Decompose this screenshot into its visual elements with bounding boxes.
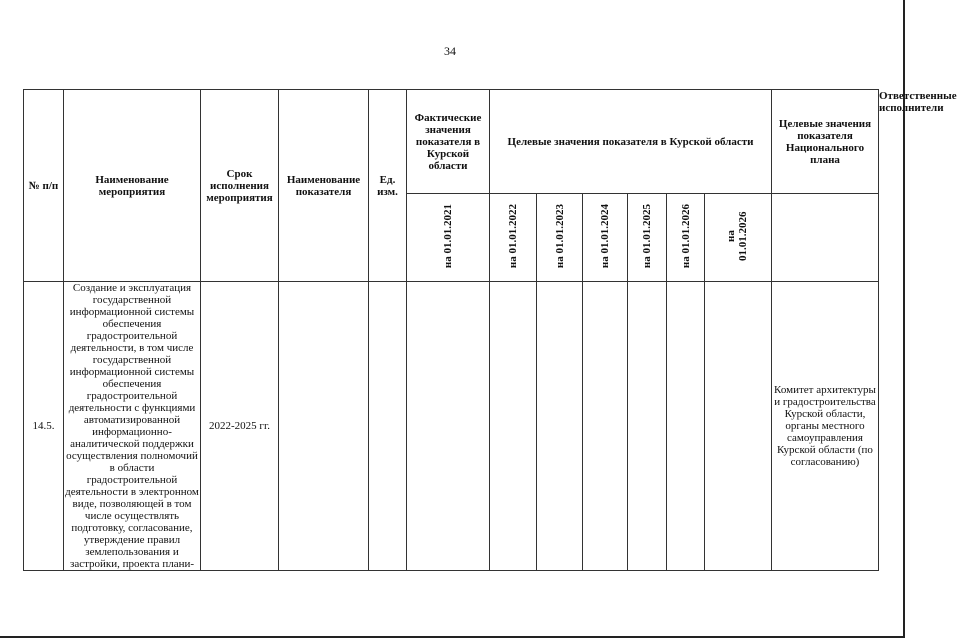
row-target-2022: [490, 282, 537, 571]
row-indicator-name: [279, 282, 369, 571]
header-date-2025: на 01.01.2025: [628, 194, 667, 282]
row-target-2025: [628, 282, 667, 571]
header-date-2026: на 01.01.2026: [667, 194, 705, 282]
row-description: Создание и эксплуатация государственной информационной системы обеспечения градостроительной деятельности, в том числе государственной информационной системы обеспечения градостроительной деятельности с функциями автоматизированной информационно-аналитической поддержки осуществления полномочий в области градостроительной деятельности в электронном виде, позволяющей в том числе осуществлять подготовку, согласование, утверждение правил землепользования и застройки, проекта плани-: [65, 282, 199, 570]
header-date-actual-2021: на 01.01.2021: [407, 194, 490, 282]
header-date-2024: на 01.01.2024: [583, 194, 628, 282]
header-actual: Фактические значения показателя в Курской области: [407, 90, 490, 194]
header-row-1: № п/п Наименование мероприятия Срок исполнения мероприятия Наименование показателя Ед. изм. Фактические значения показателя в Курской области Целевые значения показателя в Курской области Целевые значения показателя Национального плана Ответственные исполнители: [24, 90, 879, 194]
header-target-region: Целевые значения показателя в Курской области: [490, 90, 772, 194]
measures-table: [23, 89, 957, 571]
row-responsible: Комитет архитектуры и градостроительства Курской области, органы местного самоуправления Курской области (по согласованию): [772, 282, 879, 571]
row-national-2026: [705, 282, 772, 571]
row-deadline: 2022-2025 гг.: [201, 282, 279, 571]
header-indicator-name: Наименование показателя: [279, 90, 369, 282]
header-num: № п/п: [24, 90, 64, 282]
header-deadline: Срок исполнения мероприятия: [201, 90, 279, 282]
row-target-2026: [667, 282, 705, 571]
row-actual-2021: [407, 282, 490, 571]
table-row: [24, 282, 879, 571]
header-event-name: Наименование мероприятия: [64, 90, 201, 282]
row-target-2024: [583, 282, 628, 571]
header-date-2023: на 01.01.2023: [537, 194, 583, 282]
header-unit: Ед. изм.: [369, 90, 407, 282]
header-date-national-2026: на 01.01.2026: [705, 194, 772, 282]
row-unit: [369, 282, 407, 571]
row-num: 14.5.: [24, 282, 64, 571]
row-target-2023: [537, 282, 583, 571]
header-date-2022: на 01.01.2022: [490, 194, 537, 282]
header-target-national: Целевые значения показателя Национального плана: [772, 90, 879, 194]
page-number: 34: [444, 44, 456, 58]
